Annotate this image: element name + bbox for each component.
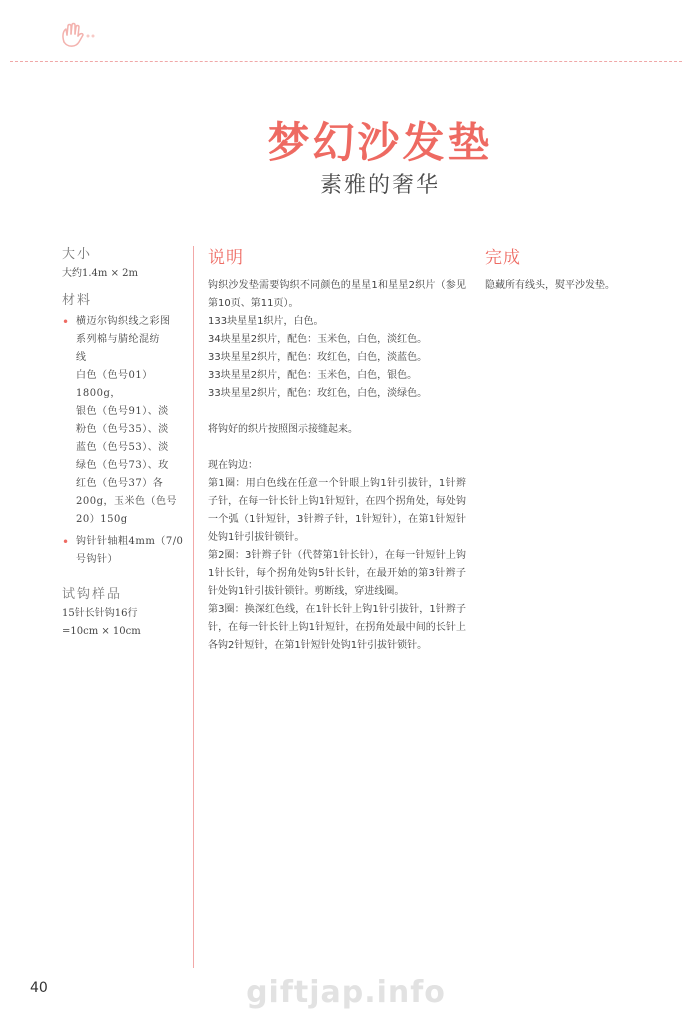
material-line: 绿色（色号73）、玫 bbox=[76, 460, 169, 471]
size-heading: 大小 bbox=[62, 247, 93, 262]
sample-line: =10cm × 10cm bbox=[62, 626, 141, 637]
finishing-column bbox=[485, 245, 655, 295]
finishing-text: 隐藏所有线头，熨平沙发垫。 bbox=[485, 280, 615, 291]
material-line: 200g，玉米色（色号 bbox=[76, 496, 177, 507]
material-line: 粉色（色号35）、淡 bbox=[76, 424, 169, 435]
instruction-paragraph: 33块星星2织片，配色：玫红色，白色，淡绿色。 bbox=[208, 388, 428, 399]
instruction-paragraph: 33块星星2织片，配色：玉米色，白色，银色。 bbox=[208, 370, 418, 381]
instruction-paragraph: 33块星星2织片，配色：玫红色，白色，淡蓝色。 bbox=[208, 352, 428, 363]
instruction-paragraph: 现在钩边： bbox=[208, 460, 258, 471]
page-title: 梦幻沙发垫 bbox=[267, 118, 493, 167]
materials-column bbox=[62, 245, 192, 641]
header-dashed-rule bbox=[10, 61, 682, 62]
instruction-paragraph: 将钩好的织片按照图示接缝起来。 bbox=[208, 424, 358, 435]
material-line: 线 bbox=[76, 352, 87, 363]
list-item bbox=[62, 533, 192, 569]
material-line: 号钩针） bbox=[76, 554, 118, 565]
material-line: 银色（色号91）、淡 bbox=[76, 406, 169, 417]
page-number: 40 bbox=[30, 980, 48, 996]
material-line: 20）150g bbox=[76, 514, 128, 525]
instruction-paragraph: 第2圈：3针辫子针（代替第1针长针），在每一针短针上钩1针长针，每个拐角处钩5针长针，在最开始的第3针辫子针处钩1针引拔针锁针。剪断线，穿进线圈。 bbox=[208, 550, 466, 597]
material-line: 白色（色号01）1800g， bbox=[76, 370, 153, 399]
material-line: 蓝色（色号53）、淡 bbox=[76, 442, 169, 453]
size-text: 大约1.4m × 2m bbox=[62, 268, 138, 279]
instruction-paragraph: 133块星星1织片，白色。 bbox=[208, 316, 324, 327]
sample-heading: 试钩样品 bbox=[62, 587, 123, 602]
material-line: • 横迈尔钩织线之彩图 bbox=[76, 316, 171, 327]
finishing-heading: 完成 bbox=[485, 248, 521, 268]
watermark: giftjap.info bbox=[246, 975, 446, 1010]
column-divider bbox=[193, 246, 194, 968]
instruction-paragraph: 钩织沙发垫需要钩织不同颜色的星星1和星星2织片（参见第10页、第11页）。 bbox=[208, 280, 466, 309]
instruction-paragraph: 第3圈：换深红色线，在1针长针上钩1针引拔针，1针辫子针，在每一针长针上钩1针短针，在拐角处最中间的长针上各钩2针短针，在第1针短针处钩1针引拔针锁针。 bbox=[208, 604, 466, 651]
paragraph-gap bbox=[208, 403, 466, 421]
instructions-heading: 说明 bbox=[208, 248, 244, 268]
paragraph-gap bbox=[208, 439, 466, 457]
hand-icon bbox=[58, 22, 98, 50]
materials-heading: 材料 bbox=[62, 293, 93, 308]
instruction-paragraph: 第1圈：用白色线在任意一个针眼上钩1针引拔针，1针辫子针，在每一针长针上钩1针短针，在四个拐角处，每处钩一个弧（1针短针，3针辫子针，1针短针），在第1针短针处钩1针引拔针锁针。 bbox=[208, 478, 466, 543]
instruction-paragraph: 34块星星2织片，配色：玉米色，白色，淡红色。 bbox=[208, 334, 428, 345]
list-item bbox=[62, 313, 192, 529]
page-subtitle: 素雅的奢华 bbox=[319, 173, 440, 198]
instructions-column bbox=[208, 245, 466, 655]
material-line: 红色（色号37）各 bbox=[76, 478, 164, 489]
material-line: • 钩针针轴粗4mm（7/0 bbox=[76, 536, 184, 547]
materials-list bbox=[62, 313, 192, 569]
material-line: 系列棉与腈纶混纺 bbox=[76, 334, 160, 345]
sample-line: 15针长针钩16行 bbox=[62, 608, 138, 619]
